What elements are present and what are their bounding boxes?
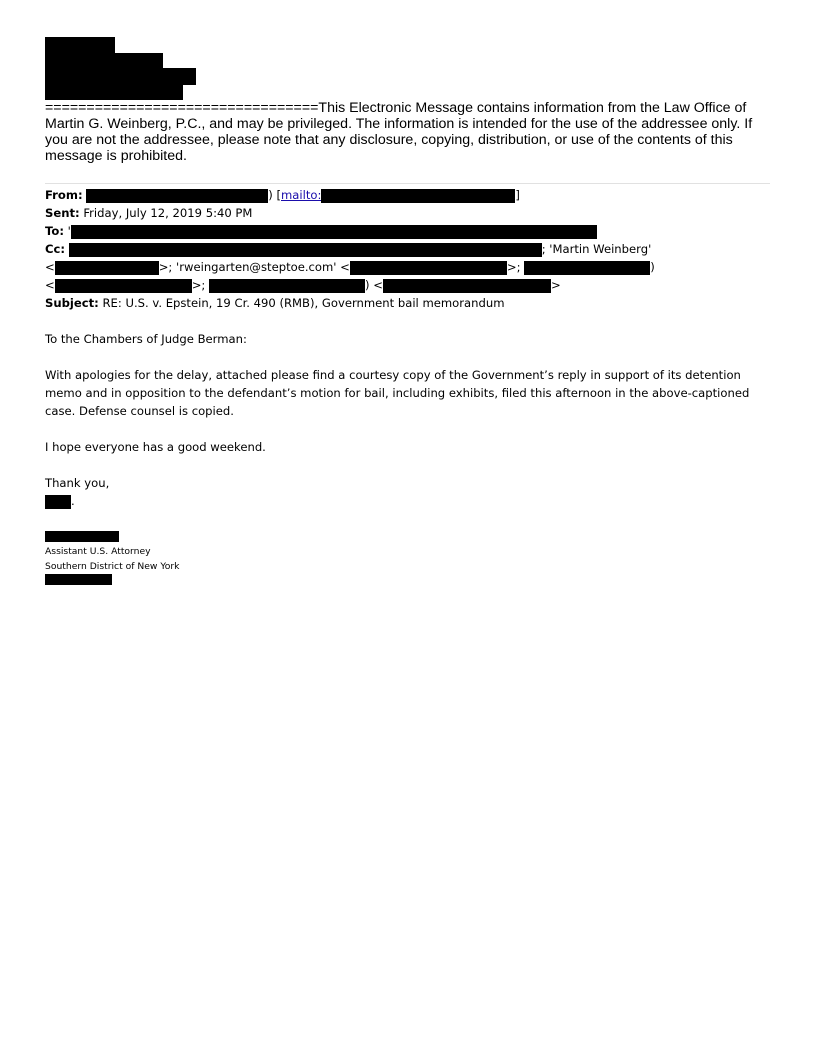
signature-block xyxy=(45,531,179,587)
cc-rweingarten: >; 'rweingarten@steptoe.com' < xyxy=(158,260,350,274)
signature-name-line xyxy=(45,531,179,544)
cc-label: Cc: xyxy=(45,242,66,256)
redaction-letterhead-1 xyxy=(45,37,115,54)
subject-label: Subject: xyxy=(45,296,99,310)
greeting: To the Chambers of Judge Berman: xyxy=(45,332,247,346)
to-line xyxy=(45,222,770,240)
cc-line-3 xyxy=(45,276,770,294)
from-line xyxy=(45,186,770,204)
redaction-letterhead-4 xyxy=(45,84,183,100)
redaction-cc-6 xyxy=(209,279,365,293)
subject-line xyxy=(45,294,770,312)
redaction-signature-name xyxy=(45,531,119,542)
redaction-cc-2 xyxy=(55,261,159,275)
redaction-sender-initial xyxy=(45,495,71,509)
redaction-cc-7 xyxy=(383,279,551,293)
redaction-cc-3 xyxy=(350,261,507,275)
to-prefix: ' xyxy=(67,224,71,238)
mailto-link[interactable]: mailto: xyxy=(281,188,322,202)
cc-gt: > xyxy=(550,278,561,292)
thanks-line: Thank you, xyxy=(45,476,110,490)
redaction-signature-phone xyxy=(45,574,112,585)
cc-paren-lt: ) < xyxy=(365,278,383,292)
redaction-from-name xyxy=(86,189,268,203)
email-header xyxy=(45,186,770,312)
signature-title: Assistant U.S. Attorney xyxy=(45,546,151,557)
cc-sep2: >; xyxy=(191,278,206,292)
cc-close-paren: ) xyxy=(650,260,655,274)
redaction-cc-5 xyxy=(55,279,192,293)
confidentiality-disclaimer: =================================This Electronic Message contains information from the Law Office of Martin G. Weinberg, P.C., and may be privileged. The information is intended for the use of the addressee only. If you are not the addressee, please note that any disclosure, copying, distribution, or use of the contents of this message is prohibited. xyxy=(45,100,753,164)
signature-phone-line xyxy=(45,574,179,587)
header-divider xyxy=(45,183,770,184)
cc-lt2: < xyxy=(45,278,55,292)
mailto-prefix: ) [ xyxy=(268,188,281,202)
sender-initial-line xyxy=(45,492,770,510)
email-body xyxy=(45,330,770,510)
sent-value: Friday, July 12, 2019 5:40 PM xyxy=(83,206,253,220)
redaction-to xyxy=(71,225,597,239)
mailto-suffix: ] xyxy=(515,188,520,202)
cc-sep: >; xyxy=(506,260,521,274)
sent-label: Sent: xyxy=(45,206,80,220)
redaction-from-email xyxy=(321,189,515,203)
from-label: From: xyxy=(45,188,83,202)
initial-suffix: . xyxy=(71,494,75,508)
redaction-cc-1 xyxy=(69,243,542,257)
to-label: To: xyxy=(45,224,64,238)
sent-line xyxy=(45,204,770,222)
redaction-letterhead-3 xyxy=(45,68,196,85)
cc-line-2 xyxy=(45,258,770,276)
cc-lt: < xyxy=(45,260,55,274)
subject-value: RE: U.S. v. Epstein, 19 Cr. 490 (RMB), Government bail memorandum xyxy=(102,296,505,310)
redaction-cc-4 xyxy=(524,261,650,275)
cc-line-1 xyxy=(45,240,770,258)
weekend-line: I hope everyone has a good weekend. xyxy=(45,440,266,454)
body-paragraph: With apologies for the delay, attached please find a courtesy copy of the Government’s reply in support of its detention memo and in opposition to the defendant’s motion for bail, including exhibits, filed this afternoon in the above-captioned case. Defense counsel is copied. xyxy=(45,368,750,418)
signature-office: Southern District of New York xyxy=(45,561,180,572)
cc-martin: ; 'Martin Weinberg' xyxy=(541,242,652,256)
